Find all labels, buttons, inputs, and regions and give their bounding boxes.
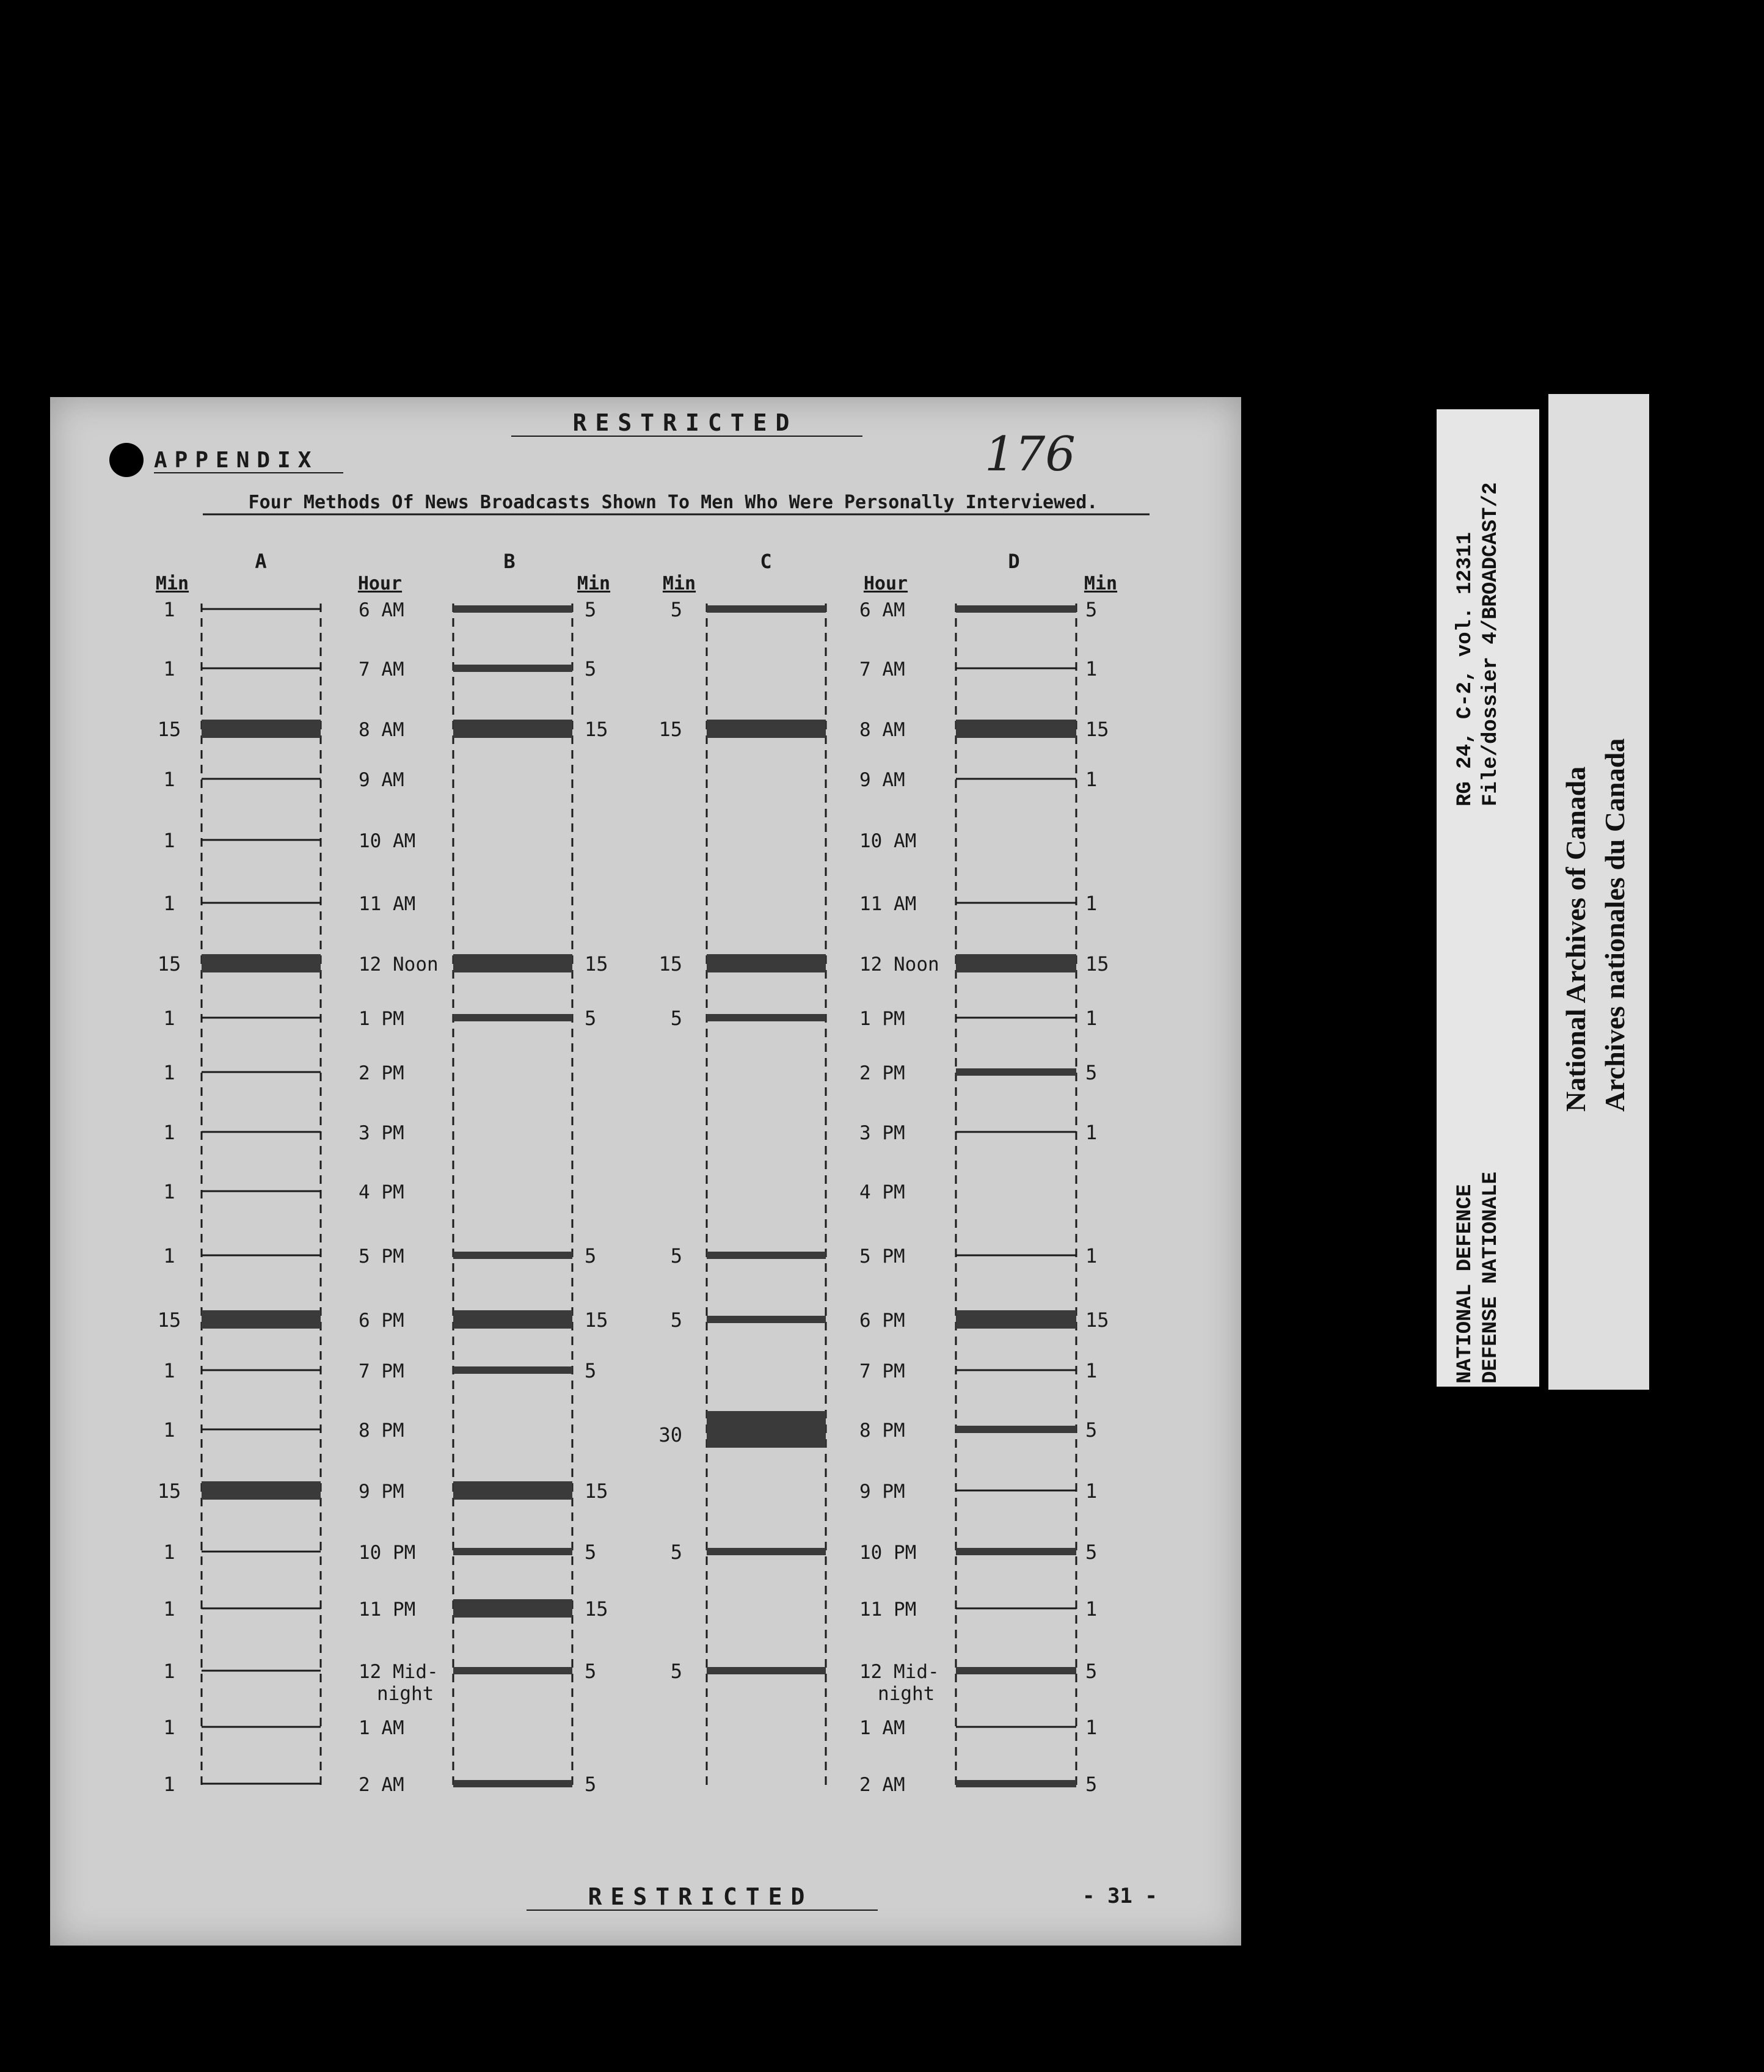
minutes-B-17: 15 <box>585 1597 608 1621</box>
bar-B-15 <box>453 1481 572 1500</box>
bar-C-16 <box>707 1548 826 1555</box>
minutes-D-8: 5 <box>1085 1061 1098 1084</box>
bar-A-5 <box>202 902 321 904</box>
minutes-A-14: 1 <box>163 1418 175 1442</box>
bar-D-16 <box>956 1548 1076 1555</box>
restricted-header: RESTRICTED <box>572 409 798 436</box>
bar-B-2 <box>453 720 572 738</box>
minutes-D-0: 5 <box>1085 598 1098 621</box>
minutes-A-20: 1 <box>163 1773 175 1796</box>
column-label-D: D <box>1008 550 1020 573</box>
minutes-B-2: 15 <box>585 718 608 741</box>
minutes-D-19: 1 <box>1085 1716 1098 1739</box>
minutes-A-9: 1 <box>163 1121 175 1144</box>
hour-CD-18: 12 Mid- <box>859 1661 939 1683</box>
bar-A-19 <box>202 1726 321 1728</box>
bar-A-12 <box>202 1310 321 1329</box>
minutes-D-18: 5 <box>1085 1660 1098 1683</box>
restricted-footer: RESTRICTED <box>588 1883 814 1910</box>
broadcast-schedule-chart <box>50 397 1241 1946</box>
hour-AB-16: 10 PM <box>359 1542 416 1564</box>
bar-A-14 <box>202 1429 321 1431</box>
hour-AB-11: 5 PM <box>359 1246 404 1268</box>
hour-CD-20: 2 AM <box>859 1774 905 1796</box>
column-label-B: B <box>503 550 516 573</box>
bar-D-7 <box>956 1017 1076 1019</box>
minutes-B-12: 15 <box>585 1308 608 1332</box>
bar-C-12 <box>707 1316 826 1323</box>
page-number: - 31 - <box>1082 1884 1157 1908</box>
minutes-B-0: 5 <box>585 598 597 621</box>
minutes-C-16: 5 <box>670 1541 682 1564</box>
minutes-A-17: 1 <box>163 1597 175 1621</box>
minutes-A-18: 1 <box>163 1660 175 1683</box>
hour-CD-2: 8 AM <box>859 719 905 741</box>
bar-B-12 <box>453 1310 572 1329</box>
hour-AB-12: 6 PM <box>359 1310 404 1332</box>
hour-AB-0: 6 AM <box>359 599 404 621</box>
hour-CD-13: 7 PM <box>859 1360 905 1382</box>
bar-D-13 <box>956 1370 1076 1371</box>
bar-A-13 <box>202 1370 321 1371</box>
bar-C-14 <box>707 1411 826 1448</box>
hour-AB-8: 2 PM <box>359 1062 404 1084</box>
minutes-A-2: 15 <box>157 718 181 741</box>
minutes-D-17: 1 <box>1085 1597 1098 1621</box>
minutes-A-10: 1 <box>163 1180 175 1203</box>
hour-AB-5: 11 AM <box>359 893 416 915</box>
bar-D-8 <box>956 1068 1076 1076</box>
bar-B-0 <box>453 605 572 613</box>
bar-A-8 <box>202 1071 321 1073</box>
hour-AB-3: 9 AM <box>359 769 404 791</box>
column-label-C: C <box>760 550 772 573</box>
hour-CD-19: 1 AM <box>859 1717 905 1739</box>
bar-B-16 <box>453 1548 572 1555</box>
bar-D-12 <box>956 1310 1076 1329</box>
bar-B-1 <box>453 665 572 672</box>
bar-B-6 <box>453 954 572 972</box>
bar-A-4 <box>202 839 321 841</box>
archives-line-2: Archives nationales du Canada <box>1599 738 1630 1112</box>
dept-line-2: DEFENSE NATIONALE <box>1479 1172 1503 1384</box>
column-label-A: A <box>255 550 267 573</box>
minutes-A-19: 1 <box>163 1716 175 1739</box>
bar-A-1 <box>202 668 321 669</box>
bar-A-2 <box>202 720 321 738</box>
minutes-B-20: 5 <box>585 1773 597 1796</box>
minutes-C-11: 5 <box>670 1244 682 1268</box>
hour-CD-12: 6 PM <box>859 1310 905 1332</box>
bar-A-0 <box>202 608 321 610</box>
minutes-D-1: 1 <box>1085 657 1098 680</box>
hour-AB-19: 1 AM <box>359 1717 404 1739</box>
hour-AB-9: 3 PM <box>359 1122 404 1144</box>
bar-C-0 <box>707 605 826 613</box>
minutes-C-6: 15 <box>658 952 682 976</box>
hour-CD-3: 9 AM <box>859 769 905 791</box>
archives-name <box>1556 739 1635 1112</box>
bar-D-18 <box>956 1667 1076 1674</box>
hour-CD-8: 2 PM <box>859 1062 905 1084</box>
hour-CD-10: 4 PM <box>859 1181 905 1203</box>
bar-C-11 <box>707 1252 826 1259</box>
bar-B-7 <box>453 1014 572 1021</box>
bar-A-7 <box>202 1017 321 1019</box>
min-header-d: Min <box>1084 573 1118 594</box>
bar-D-19 <box>956 1726 1076 1728</box>
bar-D-17 <box>956 1608 1076 1610</box>
hour-AB-13: 7 PM <box>359 1360 404 1382</box>
minutes-A-1: 1 <box>163 657 175 680</box>
minutes-A-11: 1 <box>163 1244 175 1268</box>
appendix-label: APPENDIX <box>154 448 319 473</box>
minutes-C-12: 5 <box>670 1308 682 1332</box>
bar-A-18 <box>202 1670 321 1672</box>
chart-title: Four Methods Of News Broadcasts Shown To Men Who Were Personally Interviewed. <box>248 492 1098 513</box>
minutes-D-5: 1 <box>1085 892 1098 915</box>
hour-AB-17: 11 PM <box>359 1599 416 1621</box>
minutes-B-7: 5 <box>585 1007 597 1030</box>
minutes-C-14: 30 <box>658 1423 682 1446</box>
bar-B-13 <box>453 1366 572 1374</box>
minutes-D-7: 1 <box>1085 1007 1098 1030</box>
bar-D-2 <box>956 720 1076 738</box>
minutes-A-0: 1 <box>163 598 175 621</box>
hour-AB-15: 9 PM <box>359 1481 404 1503</box>
minutes-B-16: 5 <box>585 1541 597 1564</box>
hour-CD-5: 11 AM <box>859 893 917 915</box>
minutes-D-6: 15 <box>1085 952 1109 976</box>
bar-D-1 <box>956 668 1076 669</box>
handwritten-number: 176 <box>985 427 1076 482</box>
hour-AB-18: 12 Mid- <box>359 1661 439 1683</box>
minutes-A-6: 15 <box>157 952 181 976</box>
bar-D-14 <box>956 1426 1076 1433</box>
bar-B-18 <box>453 1667 572 1674</box>
minutes-A-5: 1 <box>163 892 175 915</box>
bar-A-15 <box>202 1481 321 1500</box>
hour-AB-1: 7 AM <box>359 658 404 680</box>
bar-A-20 <box>202 1783 321 1785</box>
minutes-A-8: 1 <box>163 1061 175 1084</box>
minutes-A-16: 1 <box>163 1541 175 1564</box>
bar-A-17 <box>202 1608 321 1610</box>
bar-A-11 <box>202 1255 321 1257</box>
bar-D-9 <box>956 1131 1076 1133</box>
minutes-C-2: 15 <box>658 718 682 741</box>
min-header-c: Min <box>662 573 696 594</box>
bar-D-11 <box>956 1255 1076 1257</box>
minutes-B-6: 15 <box>585 952 608 976</box>
minutes-A-7: 1 <box>163 1007 175 1030</box>
archives-line-1: National Archives of Canada <box>1560 766 1591 1112</box>
minutes-D-12: 15 <box>1085 1308 1109 1332</box>
minutes-D-3: 1 <box>1085 768 1098 791</box>
minutes-A-4: 1 <box>163 829 175 852</box>
department-label <box>1452 1172 1504 1384</box>
minutes-D-20: 5 <box>1085 1773 1098 1796</box>
minutes-D-11: 1 <box>1085 1244 1098 1268</box>
minutes-B-13: 5 <box>585 1359 597 1382</box>
hour-CD-14: 8 PM <box>859 1420 905 1442</box>
bar-D-15 <box>956 1490 1076 1492</box>
min-header-a: Min <box>155 573 189 594</box>
hour-AB-7: 1 PM <box>359 1008 404 1030</box>
hour-CD-16: 10 PM <box>859 1542 917 1564</box>
bar-A-3 <box>202 778 321 780</box>
hour-CD-1: 7 AM <box>859 658 905 680</box>
minutes-B-1: 5 <box>585 657 597 680</box>
bar-A-9 <box>202 1131 321 1133</box>
bar-A-16 <box>202 1551 321 1553</box>
hour-CD-11: 5 PM <box>859 1246 905 1268</box>
hour-header-cd: Hour <box>863 573 908 594</box>
hour-CD-17: 11 PM <box>859 1599 917 1621</box>
bar-C-6 <box>707 954 826 972</box>
hour-AB-14: 8 PM <box>359 1420 404 1442</box>
minutes-A-15: 15 <box>157 1479 181 1503</box>
bar-A-6 <box>202 954 321 972</box>
dept-line-1: NATIONAL DEFENCE <box>1454 1184 1477 1384</box>
hour-CD-0: 6 AM <box>859 599 905 621</box>
minutes-B-18: 5 <box>585 1660 597 1683</box>
minutes-C-0: 5 <box>670 598 682 621</box>
hour-AB-2: 8 AM <box>359 719 404 741</box>
minutes-B-15: 15 <box>585 1479 608 1503</box>
document-page <box>50 397 1241 1946</box>
reel-line-2: File/dossier 4/BROADCAST/2 <box>1479 482 1503 806</box>
hour-CD-18-cont: night <box>878 1683 935 1705</box>
bar-D-5 <box>956 902 1076 904</box>
hour-CD-7: 1 PM <box>859 1008 905 1030</box>
minutes-A-12: 15 <box>157 1308 181 1332</box>
minutes-B-11: 5 <box>585 1244 597 1268</box>
minutes-D-16: 5 <box>1085 1541 1098 1564</box>
hour-header-ab: Hour <box>357 573 403 594</box>
hour-CD-6: 12 Noon <box>859 954 939 976</box>
minutes-D-9: 1 <box>1085 1121 1098 1144</box>
minutes-C-18: 5 <box>670 1660 682 1683</box>
hour-AB-4: 10 AM <box>359 830 416 852</box>
minutes-C-7: 5 <box>670 1007 682 1030</box>
hour-CD-15: 9 PM <box>859 1481 905 1503</box>
reel-line-1: RG 24, C-2, vol. 12311 <box>1454 532 1477 806</box>
bar-D-20 <box>956 1780 1076 1787</box>
bar-C-18 <box>707 1667 826 1674</box>
bar-A-10 <box>202 1191 321 1192</box>
hour-CD-4: 10 AM <box>859 830 917 852</box>
hole-punch <box>109 443 144 477</box>
minutes-D-13: 1 <box>1085 1359 1098 1382</box>
bar-C-7 <box>707 1014 826 1021</box>
reel-reference <box>1452 483 1504 807</box>
hour-AB-10: 4 PM <box>359 1181 404 1203</box>
hour-CD-9: 3 PM <box>859 1122 905 1144</box>
bar-B-20 <box>453 1780 572 1787</box>
minutes-D-14: 5 <box>1085 1418 1098 1442</box>
hour-AB-18-cont: night <box>377 1683 434 1705</box>
bar-D-0 <box>956 605 1076 613</box>
minutes-A-3: 1 <box>163 768 175 791</box>
minutes-A-13: 1 <box>163 1359 175 1382</box>
min-header-b: Min <box>577 573 611 594</box>
hour-AB-6: 12 Noon <box>359 954 439 976</box>
minutes-D-15: 1 <box>1085 1479 1098 1503</box>
bar-B-17 <box>453 1599 572 1618</box>
bar-B-11 <box>453 1252 572 1259</box>
minutes-D-2: 15 <box>1085 718 1109 741</box>
bar-C-2 <box>707 720 826 738</box>
bar-D-6 <box>956 954 1076 972</box>
hour-AB-20: 2 AM <box>359 1774 404 1796</box>
bar-D-3 <box>956 778 1076 780</box>
